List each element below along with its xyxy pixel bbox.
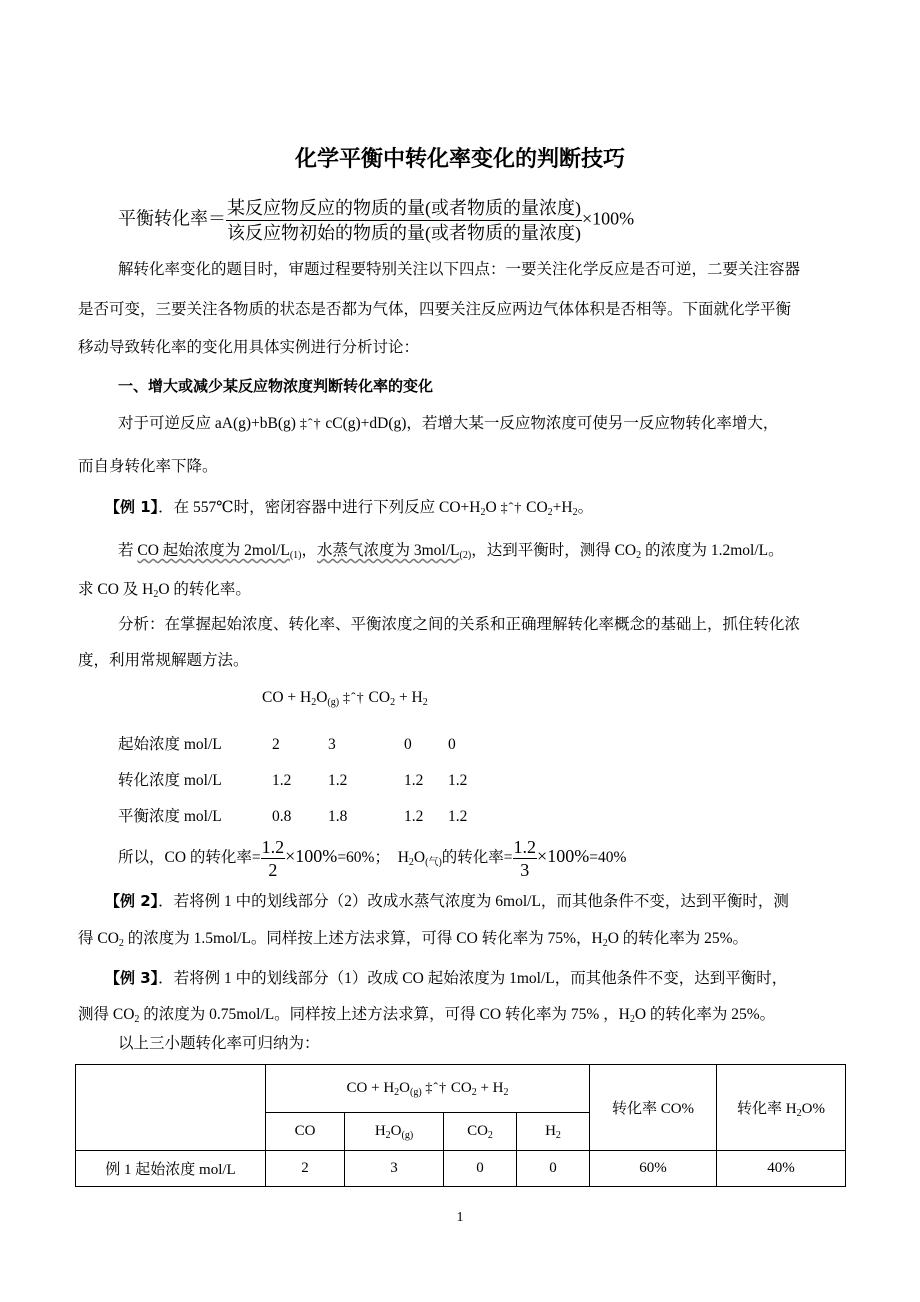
- formula-fraction: [226, 196, 582, 245]
- subscript: 2: [629, 1014, 635, 1025]
- subscript: 2: [796, 1108, 802, 1119]
- calc-row-label: 转化浓度 mol/L: [118, 772, 222, 789]
- text-run: 【例 1】: [105, 498, 159, 516]
- text-run: 求 CO 及 H: [78, 581, 154, 598]
- text-run: O: [485, 499, 501, 516]
- text-line: [78, 580, 251, 600]
- text-run: ．若将例 1 中的划线部分（2）改成水蒸气浓度为 6mol/L，而其他条件不变，达到平衡时，测: [158, 893, 789, 910]
- percent-factor: ×100%: [537, 846, 590, 867]
- text-line: [78, 300, 791, 320]
- calc-value: 1.2: [404, 808, 424, 825]
- subscript: 2: [547, 507, 553, 518]
- result-line: [118, 836, 626, 881]
- text-run: 【例 2】: [105, 892, 159, 910]
- subscript: (g): [401, 1130, 414, 1141]
- text-line: [118, 414, 778, 435]
- subscript: 2: [471, 1087, 477, 1098]
- text-run: O: [316, 689, 328, 706]
- text-run: 。: [577, 499, 594, 516]
- fraction-numerator: 1.2: [513, 837, 537, 857]
- table-cell: 0: [517, 1151, 590, 1187]
- text-run: H: [374, 1123, 386, 1139]
- text-line: [262, 688, 428, 709]
- result-mid: 的转化率=: [441, 849, 513, 867]
- text-line: [78, 338, 419, 358]
- text-run: O 的转化率为 25%。: [634, 1006, 776, 1023]
- text-line: [105, 497, 593, 519]
- text-run: 度，利用常规解题方法。: [78, 652, 249, 669]
- text-line: [118, 541, 784, 561]
- reversible-arrow-icon: ‡ˆ†: [342, 691, 365, 706]
- text-run: ，: [301, 542, 317, 559]
- subscript: 2: [394, 1087, 400, 1098]
- text-run: O: [390, 1123, 402, 1139]
- text-run: O: [399, 1080, 410, 1096]
- calc-value: 0.8: [272, 808, 292, 825]
- table-cell: 2: [266, 1151, 345, 1187]
- table-header-co-rate: 转化率 CO%: [590, 1065, 717, 1151]
- text-run: 测得 CO: [78, 1006, 135, 1023]
- h2o-fraction: [513, 836, 538, 881]
- calc-value: 2: [272, 736, 280, 753]
- text-run: H: [545, 1123, 556, 1139]
- text-run: CO + H: [346, 1080, 395, 1096]
- text-run: CO: [467, 1123, 488, 1139]
- text-run: + H: [395, 689, 423, 706]
- table-corner-cell: [76, 1065, 266, 1151]
- text-run: CO: [294, 1123, 316, 1139]
- subscript: 2: [487, 1130, 493, 1141]
- state-subscript: (气): [425, 857, 442, 869]
- conversion-rate-formula: [118, 196, 634, 245]
- section-heading: [118, 376, 433, 396]
- subscript: 2: [134, 1014, 140, 1025]
- calc-value: 1.2: [448, 772, 468, 789]
- calc-value: 1.2: [272, 772, 292, 789]
- reversible-arrow-icon: ‡ˆ†: [299, 417, 322, 432]
- table-cell: 3: [345, 1151, 444, 1187]
- subscript: 2: [555, 1130, 561, 1141]
- text-run: 分析：在掌握起始浓度、转化率、平衡浓度之间的关系和正确理解转化率概念的基础上，抓住转化浓: [118, 616, 801, 633]
- text-run: 移动导致转化率的变化用具体实例进行分析讨论：: [78, 339, 420, 356]
- calc-value: 1.2: [404, 772, 424, 789]
- formula-suffix: ×100%: [582, 208, 635, 229]
- calc-value: 0: [448, 736, 456, 753]
- text-run: CO + H: [262, 689, 312, 706]
- table-row: [76, 1151, 846, 1187]
- h2o-rate-cell: 40%: [717, 1151, 846, 1187]
- text-run: ，达到平衡时，测得 CO: [471, 542, 637, 559]
- table-reaction-header: [266, 1065, 590, 1113]
- table-cell: 0: [444, 1151, 517, 1187]
- text-run: 的浓度为 1.5mol/L。同样按上述方法求算，可得 CO 转化率为 75%，H: [123, 930, 603, 947]
- reversible-arrow-icon: ‡ˆ†: [500, 501, 523, 516]
- summary-table: [75, 1064, 846, 1187]
- h2o-result: =40%: [589, 849, 627, 867]
- text-run: ．在 557℃时，密闭容器中进行下列反应 CO+H: [158, 499, 481, 516]
- subscript: 2: [390, 697, 396, 708]
- table-header-h2o-rate: [717, 1065, 846, 1151]
- text-run: O 的转化率为 25%。: [607, 930, 749, 947]
- calc-value: 1.2: [328, 772, 348, 789]
- text-run: 解转化率变化的题目时，审题过程要特别关注以下四点：一要关注化学反应是否可逆，二要关注容器: [118, 261, 801, 278]
- subscript: (2): [459, 550, 472, 561]
- calc-value: 1.2: [448, 808, 468, 825]
- subscript: 2: [408, 857, 414, 869]
- text-line: [118, 1034, 320, 1054]
- text-run: 的浓度为 0.75mol/L。同样按上述方法求算，可得 CO 转化率为 75% ，H: [139, 1006, 630, 1023]
- text-run: 一、增大或减少某反应物浓度判断转化率的变化: [118, 377, 434, 395]
- percent-factor: ×100%: [285, 846, 338, 867]
- text-run: 以上三小题转化率可归纳为：: [118, 1035, 320, 1052]
- document-title: 化学平衡中转化率变化的判断技巧: [294, 147, 625, 172]
- text-run: 而自身转化率下降。: [78, 458, 218, 475]
- text-run: 转化率 H: [737, 1101, 797, 1117]
- h2o-label: H: [397, 849, 409, 867]
- text-run: O 的转化率。: [158, 581, 251, 598]
- text-run: +H: [552, 499, 573, 516]
- calc-row-label: 起始浓度 mol/L: [118, 736, 222, 753]
- subscript: 2: [153, 589, 159, 600]
- subscript: 2: [118, 938, 124, 949]
- text-run: ．若将例 1 中的划线部分（1）改成 CO 起始浓度为 1mol/L，而其他条件不变，达到平衡时，: [158, 970, 788, 987]
- text-line: [118, 615, 800, 635]
- text-run: 得 CO: [78, 930, 119, 947]
- text-run: 若: [118, 542, 138, 559]
- text-run: 是否可变，三要关注各物质的状态是否都为气体，四要关注反应两边气体体积是否相等。下面就化学平衡: [78, 301, 792, 318]
- calc-row-label: 平衡浓度 mol/L: [118, 808, 222, 825]
- table-species-header: [444, 1113, 517, 1151]
- text-run: 对于可逆反应 aA(g)+bB(g): [118, 415, 300, 432]
- calc-value: 1.8: [328, 808, 348, 825]
- co-result: =60%；: [337, 849, 390, 867]
- text-line: [78, 651, 249, 671]
- text-run: CO: [447, 1080, 472, 1096]
- text-line: [118, 260, 800, 280]
- h2o-label-o: O: [413, 849, 426, 867]
- subscript: 2: [311, 697, 317, 708]
- formula-numerator: 某反应物反应的物质的量(或者物质的量浓度): [226, 196, 582, 221]
- text-run: + H: [476, 1080, 504, 1096]
- page-number: 1: [456, 1210, 464, 1225]
- text-line: [78, 929, 748, 949]
- co-rate-cell: 60%: [590, 1151, 717, 1187]
- text-run: CO 起始浓度为 2mol/L: [137, 542, 290, 559]
- subscript: 2: [503, 1087, 509, 1098]
- formula-label: 平衡转化率＝: [118, 208, 226, 229]
- text-run: cC(g)+dD(g)，若增大某一反应物浓度可使另一反应物转化率增大，: [321, 415, 779, 432]
- text-line: [78, 1005, 775, 1025]
- calc-value: 0: [404, 736, 412, 753]
- reversible-arrow-icon: ‡ˆ†: [425, 1081, 448, 1096]
- co-fraction: [261, 836, 286, 881]
- fraction-numerator: 1.2: [261, 837, 285, 857]
- text-run: CO: [364, 689, 391, 706]
- result-prefix: 所以，CO 的转化率=: [118, 849, 261, 867]
- subscript: 2: [480, 507, 486, 518]
- row-label: 例 1 起始浓度 mol/L: [76, 1151, 266, 1187]
- text-run: 【例 3】: [105, 969, 159, 987]
- table-species-header: [266, 1113, 345, 1151]
- table-species-header: [517, 1113, 590, 1151]
- calc-value: 3: [328, 736, 336, 753]
- text-run: CO: [522, 499, 548, 516]
- fraction-denominator: 2: [268, 860, 278, 880]
- text-line: [105, 968, 787, 989]
- subscript: (g): [410, 1087, 422, 1098]
- subscript: 2: [636, 550, 642, 561]
- subscript: 2: [602, 938, 608, 949]
- subscript: (g): [327, 697, 340, 708]
- table-species-header: [345, 1113, 444, 1151]
- text-run: 的浓度为 1.2mol/L。: [641, 542, 784, 559]
- text-line: [105, 891, 789, 912]
- text-run: 水蒸气浓度为 3mol/L: [317, 542, 460, 559]
- text-line: [78, 457, 218, 477]
- subscript: 2: [385, 1130, 391, 1141]
- formula-denominator: 该反应物初始的物质的量(或者物质的量浓度): [227, 223, 581, 243]
- subscript: 2: [422, 697, 428, 708]
- subscript: 2: [572, 507, 578, 518]
- fraction-denominator: 3: [520, 860, 530, 880]
- text-run: O%: [801, 1101, 825, 1117]
- subscript: (1): [289, 550, 302, 561]
